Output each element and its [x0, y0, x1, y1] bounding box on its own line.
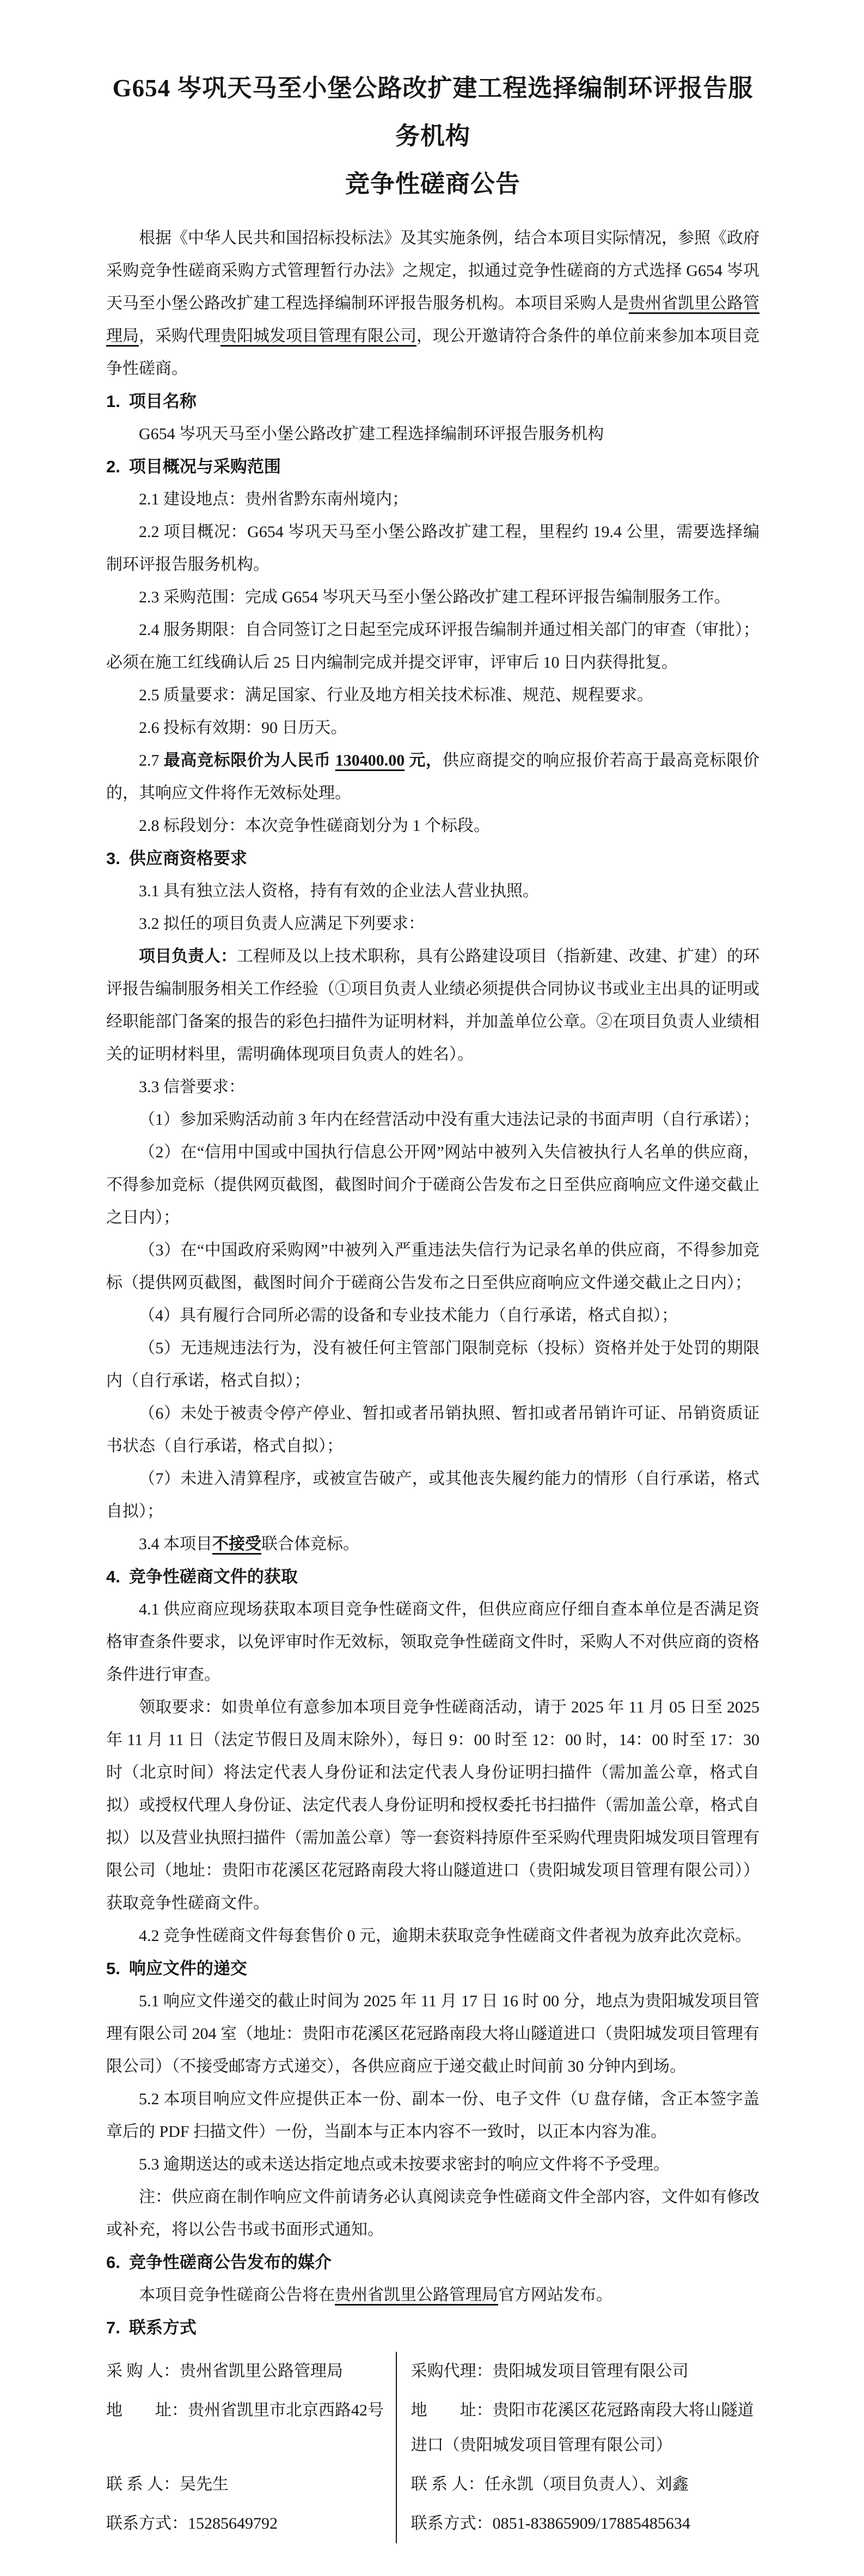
paragraph-26: [106, 1593, 759, 1691]
paragraph-16: [106, 1071, 759, 1104]
section-title: 联系方式: [128, 2318, 197, 2337]
paragraph-28-segment-0: 4.2 竞争性磋商文件每套售价 0 元，逾期未获取竞争性磋商文件者视为放弃此次竞标。: [139, 1927, 751, 1945]
section-title: 项目概况与采购范围: [128, 457, 281, 476]
paragraph-13: [106, 875, 759, 908]
paragraph-4: [106, 483, 759, 516]
document-title-line1: G654 岑巩天马至小堡公路改扩建工程选择编制环评报告服务机构: [112, 75, 753, 150]
paragraph-19: [106, 1234, 759, 1299]
paragraph-0-segment-2: ，采购代理: [139, 327, 220, 345]
section-title: 响应文件的递交: [128, 1959, 247, 1978]
section-number: 4.: [106, 1567, 120, 1586]
section-heading-3: [106, 842, 759, 875]
paragraph-18: [106, 1136, 759, 1234]
section-number: 6.: [106, 2253, 120, 2272]
paragraph-10: [106, 744, 759, 810]
paragraph-0: [106, 222, 759, 385]
paragraph-24-segment-2: 联合体竞标。: [261, 1535, 359, 1553]
paragraph-15-segment-1: 工程师及以上技术职称，具有公路建设项目（指新建、改建、扩建）的环评报告编制服务相关工作经验（①项目负责人业绩必须提供合同协议书或业主出具的证明或经职能部门备案的报告的彩色扫描件为证明材料，并加盖单位公章。②在项目负责人业绩相关的证明材料里，需明确体现项目负责人的姓名）。: [106, 947, 759, 1063]
paragraph-22-segment-0: （6）未处于被责令停产停业、暂扣或者吊销执照、暂扣或者吊销许可证、吊销资质证书状态（自行承诺，格式自拟）；: [106, 1404, 759, 1455]
paragraph-7: [106, 614, 759, 679]
section-heading-7: [106, 2312, 759, 2344]
paragraph-24: [106, 1528, 759, 1561]
paragraph-15: [106, 940, 759, 1071]
paragraph-0-segment-0: 根据《中华人民共和国招标投标法》及其实施条例，结合本项目实际情况，参照《政府采购竞争性磋商采购方式管理暂行办法》之规定，拟通过竞争性磋商的方式选择 G654 岑巩天马至小堡公路改扩建工程选择编制环评报告服务机构。本项目采购人是: [106, 229, 759, 312]
paragraph-2: [106, 418, 759, 451]
paragraph-18-segment-0: （2）在“信用中国或中国执行信息公开网”网站中被列入失信被执行人名单的供应商，不得参加竞标（提供网页截图，截图时间介于磋商公告发布之日至供应商响应文件递交截止之日内）；: [106, 1143, 759, 1227]
paragraph-10-segment-3: 元，: [405, 751, 443, 769]
section-heading-5: [106, 1952, 759, 1985]
section-number: 2.: [106, 457, 120, 476]
contacts-cell-agent-3: 联系方式：0851-83865909/17885485634: [396, 2504, 759, 2543]
paragraph-24-segment-1: 不接受: [212, 1535, 261, 1553]
paragraph-20: [106, 1299, 759, 1332]
paragraph-35-segment-1: 贵州省凯里公路管理局: [335, 2286, 498, 2304]
paragraph-21-segment-0: （5）无违规违法行为，没有被任何主管部门限制竞标（投标）资格并处于处罚的期限内（自行承诺，格式自拟）；: [106, 1339, 759, 1390]
document-title: [106, 64, 759, 208]
contacts-table-row-3: [106, 2504, 759, 2543]
section-heading-1: [106, 385, 759, 418]
paragraph-6: [106, 581, 759, 614]
paragraph-13-segment-0: 3.1 具有独立法人资格，持有有效的企业法人营业执照。: [139, 882, 539, 900]
paragraph-14-segment-0: 3.2 拟任的项目负责人应满足下列要求：: [139, 915, 425, 933]
paragraph-11-segment-0: 2.8 标段划分：本次竞争性磋商划分为 1 个标段。: [139, 817, 490, 835]
paragraph-31-segment-0: 5.2 本项目响应文件应提供正本一份、副本一份、电子文件（U 盘存储，含正本签字盖章后的 PDF 扫描文件）一份，当副本与正本内容不一致时，以正本内容为准。: [106, 2090, 759, 2141]
paragraph-32: [106, 2148, 759, 2181]
paragraph-23: [106, 1463, 759, 1528]
section-number: 1.: [106, 392, 120, 411]
paragraph-14: [106, 908, 759, 940]
paragraph-9-segment-0: 2.6 投标有效期：90 日历天。: [139, 719, 347, 737]
paragraph-8: [106, 679, 759, 712]
paragraph-2-segment-0: G654 岑巩天马至小堡公路改扩建工程选择编制环评报告服务机构: [139, 425, 604, 443]
contacts-table-row-1: [106, 2391, 759, 2465]
paragraph-33: [106, 2181, 759, 2246]
section-title: 项目名称: [128, 392, 197, 411]
paragraph-15-segment-0: 项目负责人：: [139, 947, 237, 965]
section-heading-6: [106, 2246, 759, 2279]
paragraph-31: [106, 2083, 759, 2148]
paragraph-6-segment-0: 2.3 采购范围：完成 G654 岑巩天马至小堡公路改扩建工程环评报告编制服务工作。: [139, 588, 731, 606]
contacts-table-row-0: [106, 2352, 759, 2391]
contacts-cell-purchaser-0: 采 购 人：贵州省凯里公路管理局: [106, 2362, 343, 2380]
paragraph-35-segment-2: 官方网站发布。: [498, 2286, 612, 2304]
paragraph-8-segment-0: 2.5 质量要求：满足国家、行业及地方相关技术标准、规范、规程要求。: [139, 686, 653, 704]
section-title: 供应商资格要求: [128, 849, 247, 868]
contacts-cell-agent-2: 联 系 人：任永凯（项目负责人）、刘鑫: [396, 2465, 759, 2504]
paragraph-23-segment-0: （7）未进入清算程序，或被宣告破产，或其他丧失履约能力的情形（自行承诺，格式自拟）；: [106, 1470, 759, 1520]
contacts-cell-agent-0: 采购代理：贵阳城发项目管理有限公司: [396, 2352, 759, 2391]
paragraph-5-segment-0: 2.2 项目概况：G654 岑巩天马至小堡公路改扩建工程，里程约 19.4 公里，需要选择编制环评报告服务机构。: [106, 523, 759, 574]
paragraph-7-segment-0: 2.4 服务期限：自合同签订之日起至完成环评报告编制并通过相关部门的审查（审批）；必须在施工红线确认后 25 日内编制完成并提交评审，评审后 10 日内获得批复。: [106, 621, 759, 671]
contacts-cell-purchaser-1: 地 址：贵州省凯里市北京西路42号: [106, 2401, 384, 2419]
section-number: 7.: [106, 2318, 120, 2337]
paragraph-19-segment-0: （3）在“中国政府采购网”中被列入严重违法失信行为记录名单的供应商，不得参加竞标（提供网页截图，截图时间介于磋商公告发布之日至供应商响应文件递交截止之日内）；: [106, 1241, 759, 1292]
paragraph-30-segment-0: 5.1 响应文件递交的截止时间为 2025 年 11 月 17 日 16 时 00 分，地点为贵阳城发项目管理有限公司 204 室（地址：贵阳市花溪区花冠路南段大将山隧道进口（贵阳城发项目管理有限公司）（不接受邮寄方式递交），各供应商应于递交截止时间前 30 分钟内到场。: [106, 1992, 759, 2075]
paragraph-33-segment-0: 注：供应商在制作响应文件前请务必认真阅读竞争性磋商文件全部内容，文件如有修改或补充，将以公告书或书面形式通知。: [106, 2188, 759, 2239]
paragraph-0-segment-3: 贵阳城发项目管理有限公司: [220, 327, 416, 345]
paragraph-24-segment-0: 3.4 本项目: [139, 1535, 212, 1553]
section-number: 3.: [106, 849, 120, 868]
contacts-table-row-2: [106, 2465, 759, 2504]
paragraph-16-segment-0: 3.3 信誉要求：: [139, 1078, 245, 1096]
document-body: [106, 222, 759, 2543]
paragraph-32-segment-0: 5.3 逾期送达的或未送达指定地点或未按要求密封的响应文件将不予受理。: [139, 2155, 670, 2173]
paragraph-0-segment-4: ，现公开邀请符合条件的单位前来参加本项目竞争性磋商。: [106, 327, 759, 378]
paragraph-4-segment-0: 2.1 建设地点：贵州省黔东南州境内；: [139, 490, 408, 508]
contacts-cell-purchaser-2: 联 系 人：吴先生: [106, 2475, 229, 2493]
paragraph-9: [106, 712, 759, 744]
section-title: 竞争性磋商公告发布的媒介: [128, 2253, 332, 2272]
paragraph-10-segment-0: 2.7: [139, 751, 164, 769]
paragraph-35: [106, 2279, 759, 2312]
paragraph-10-segment-1: 最高竞标限价为人民币: [163, 751, 335, 769]
paragraph-28: [106, 1920, 759, 1952]
paragraph-11: [106, 810, 759, 842]
contacts-table: [106, 2352, 759, 2543]
contacts-cell-purchaser-3: 联系方式：15285649792: [106, 2515, 278, 2532]
section-title: 竞争性磋商文件的获取: [128, 1567, 298, 1586]
section-heading-4: [106, 1561, 759, 1593]
paragraph-0-segment-1: 贵州省凯里公路管理局: [106, 294, 759, 345]
paragraph-22: [106, 1397, 759, 1463]
paragraph-30: [106, 1985, 759, 2083]
paragraph-5: [106, 516, 759, 581]
paragraph-35-segment-0: 本项目竞争性磋商公告将在: [139, 2286, 335, 2304]
paragraph-10-segment-2: 130400.00: [335, 751, 405, 769]
paragraph-10-segment-4: 供应商提交的响应报价若高于最高竞标限价的，其响应文件将作无效标处理。: [106, 751, 760, 802]
paragraph-17-segment-0: （1）参加采购活动前 3 年内在经营活动中没有重大违法记录的书面声明（自行承诺）；: [139, 1111, 759, 1129]
paragraph-27: [106, 1691, 759, 1920]
paragraph-26-segment-0: 4.1 供应商应现场获取本项目竞争性磋商文件，但供应商应仔细自查本单位是否满足资格审查条件要求，以免评审时作无效标，领取竞争性磋商文件时，采购人不对供应商的资格条件进行审查。: [106, 1600, 759, 1684]
contacts-cell-agent-1: 地 址：贵阳市花溪区花冠路南段大将山隧道进口（贵阳城发项目管理有限公司）: [396, 2391, 759, 2465]
paragraph-27-segment-0: 领取要求：如贵单位有意参加本项目竞争性磋商活动，请于 2025 年 11 月 05 日至 2025 年 11 月 11 日（法定节假日及周末除外），每日 9：00 时至 12：00 时，14：00 时至 17：30 时（北京时间）将法定代表人身份证和法定代表人身份证明扫描件（需加盖公章，格式自拟）或授权代理人身份证、法定代表人身份证明和授权委托书扫描件（需加盖公章，格式自拟）以及营业执照扫描件（需加盖公章）等一套资料持原件至采购代理贵阳城发项目管理有限公司（地址：贵阳市花溪区花冠路南段大将山隧道进口（贵阳城发项目管理有限公司））获取竞争性磋商文件。: [106, 1698, 759, 1912]
paragraph-21: [106, 1332, 759, 1397]
section-heading-2: [106, 451, 759, 483]
paragraph-20-segment-0: （4）具有履行合同所必需的设备和专业技术能力（自行承诺，格式自拟）；: [139, 1307, 678, 1324]
paragraph-17: [106, 1104, 759, 1136]
section-number: 5.: [106, 1959, 120, 1978]
document-title-line2: 竞争性磋商公告: [345, 170, 520, 198]
